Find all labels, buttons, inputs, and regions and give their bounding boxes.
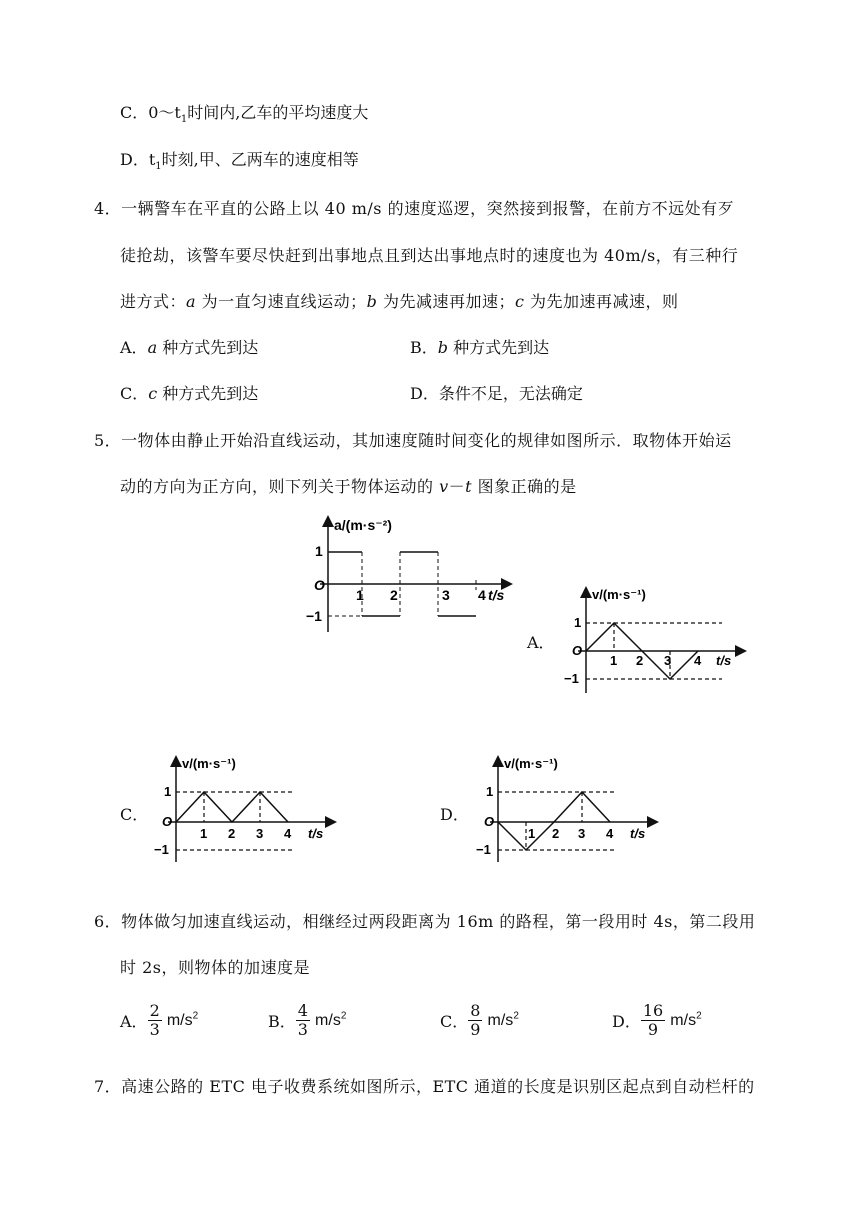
q4-option-c: C．c 种方式先到达 xyxy=(120,384,259,403)
vt-graph-a xyxy=(560,583,750,695)
q3-option-c: C．$0\sim t_1$时间内,乙车的平均速度大 xyxy=(120,103,369,126)
q5-option-c-label: C． xyxy=(120,805,149,824)
vt-a-xtick-2: 2 xyxy=(636,653,644,668)
q4-option-b: B．b 种方式先到达 xyxy=(410,338,550,357)
q6-option-c: C． $\frac{8}{9}$ $m/s^2$ xyxy=(440,1001,519,1039)
q6-stem-line1: 6．物体做匀加速直线运动，相继经过两段距离为 16m 的路程，第一段用时 4s，第二段用 xyxy=(94,912,756,931)
q6-stem-line2: 时 2s，则物体的加速度是 xyxy=(120,958,310,977)
vt-c-series xyxy=(176,792,288,822)
vt-d-xtick-2: 2 xyxy=(552,826,560,841)
vt-c-ylabel: v/(m·s⁻¹) xyxy=(182,756,236,771)
vt-graph-d xyxy=(472,752,662,864)
vt-d-series xyxy=(498,792,610,850)
at-ytick-1: 1 xyxy=(315,543,323,559)
vt-graph-c xyxy=(150,752,340,864)
vt-c-origin: O xyxy=(162,814,173,829)
vt-a-ylabel: v/(m·s⁻¹) xyxy=(592,587,646,602)
at-ytick-neg1: −1 xyxy=(306,608,322,624)
at-xtick-4: 4 xyxy=(478,587,486,603)
vt-a-origin: O xyxy=(572,643,583,658)
vt-d-xtick-4: 4 xyxy=(606,826,614,841)
q6-option-d: D． $\frac{16}{9}$ $m/s^2$ xyxy=(612,1001,702,1039)
vt-d-xtick-3: 3 xyxy=(578,826,586,841)
vt-d-ytick-1: 1 xyxy=(486,784,494,799)
vt-c-xtick-2: 2 xyxy=(228,826,236,841)
vt-a-xtick-4: 4 xyxy=(694,653,702,668)
vt-a-xtick-3: 3 xyxy=(664,653,672,668)
q4-stem-line2: 徒抢劫，该警车要尽快赶到出事地点且到达出事地点时的速度也为 40m/s，有三种行 xyxy=(120,246,739,265)
vt-c-ytick-1: 1 xyxy=(164,784,172,799)
at-xlabel: t/s xyxy=(488,587,505,603)
at-origin: O xyxy=(314,577,325,593)
q5-stem-line1: 5．一物体由静止开始沿直线运动，其加速度随时间变化的规律如图所示．取物体开始运 xyxy=(94,431,732,450)
vt-d-origin: O xyxy=(484,814,495,829)
q4-stem-line3: 进方式：a 为一直匀速直线运动；b 为先减速再加速；c 为先加速再减速，则 xyxy=(120,292,679,311)
at-ylabel: a/(m·s⁻²) xyxy=(334,517,392,533)
at-xtick-3: 3 xyxy=(442,587,450,603)
vt-d-ylabel: v/(m·s⁻¹) xyxy=(504,756,558,771)
vt-a-ytick-neg1: −1 xyxy=(564,671,579,686)
q6-option-a: A． $\frac{2}{3}$ $m/s^2$ xyxy=(120,1001,199,1039)
vt-d-ytick-neg1: −1 xyxy=(476,842,491,857)
vt-c-xlabel: t/s xyxy=(308,826,324,841)
q3-option-d: D．$t_1$时刻,甲、乙两车的速度相等 xyxy=(120,150,359,173)
q6-option-b: B． $\frac{4}{3}$ $m/s^2$ xyxy=(268,1001,347,1039)
at-xtick-1: 1 xyxy=(356,587,364,603)
at-xtick-2: 2 xyxy=(390,587,398,603)
vt-a-ytick-1: 1 xyxy=(574,615,582,630)
q5-option-d-label: D． xyxy=(440,805,469,824)
q4-option-d: D．条件不足，无法确定 xyxy=(410,384,583,403)
at-graph xyxy=(300,512,520,642)
vt-c-xtick-4: 4 xyxy=(284,826,292,841)
q7-stem-line1: 7．高速公路的 ETC 电子收费系统如图所示，ETC 通道的长度是识别区起点到自动栏杆的 xyxy=(94,1077,755,1096)
q4-stem-line1: 4．一辆警车在平直的公路上以 40 m/s 的速度巡逻，突然接到报警，在前方不远处有歹 xyxy=(94,199,735,218)
vt-c-ytick-neg1: −1 xyxy=(154,842,169,857)
vt-c-xtick-1: 1 xyxy=(200,826,208,841)
vt-c-xtick-3: 3 xyxy=(256,826,264,841)
vt-d-xlabel: t/s xyxy=(630,826,646,841)
q5-stem-line2: 动的方向为正方向，则下列关于物体运动的 v－t 图象正确的是 xyxy=(120,477,577,496)
vt-a-xlabel: t/s xyxy=(716,653,732,668)
vt-d-xtick-1: 1 xyxy=(528,826,536,841)
q4-option-a: A．a 种方式先到达 xyxy=(120,338,259,357)
q5-option-a-label: A． xyxy=(527,633,555,652)
vt-a-xtick-1: 1 xyxy=(610,653,618,668)
